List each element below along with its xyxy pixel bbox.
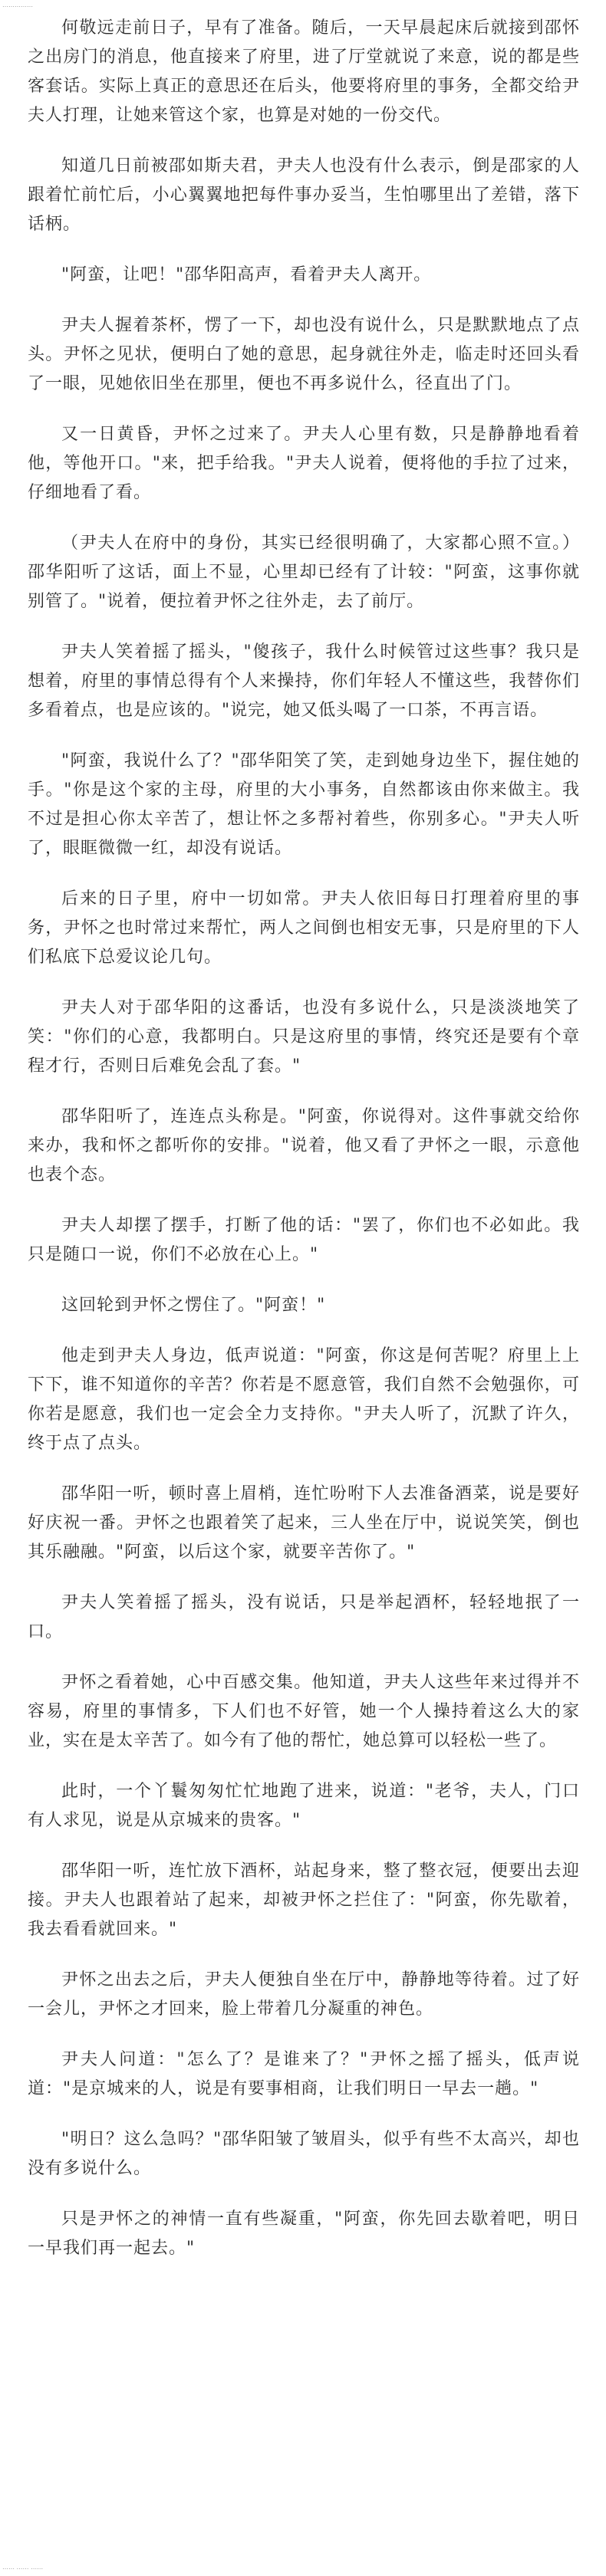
paragraph: "阿蛮，我说什么了？"邵华阳笑了笑，走到她身边坐下，握住她的手。"你是这个家的主母，府里的大小事务，自然都该由你来做主。我不过是担心你太辛苦了，想让怀之多帮衬着些，你别多心。"尹夫人听了，眼眶微微一红，却没有说话。	[28, 751, 580, 858]
paragraph: 他走到尹夫人身边，低声说道："阿蛮，你这是何苦呢？府里上上下下，谁不知道你的辛苦？你若是不愿意管，我们自然不会勉强你，可你若是愿意，我们也一定会全力支持你。"尹夫人听了，沉默了许久，终于点了点头。	[28, 1346, 580, 1453]
paragraph: 又一日黄昏，尹怀之过来了。尹夫人心里有数，只是静静地看着他，等他开口。"来，把手给我。"尹夫人说着，便将他的手拉了过来，仔细地看了看。	[28, 425, 580, 502]
paragraph: 尹夫人握着茶杯，愣了一下，却也没有说什么，只是默默地点了点头。尹怀之见状，便明白了她的意思，起身就往外走，临走时还回头看了一眼，见她依旧坐在那里，便也不再多说什么，径直出了门。	[28, 316, 580, 393]
paragraph: 尹怀之出去之后，尹夫人便独自坐在厅中，静静地等待着。过了好一会儿，尹怀之才回来，脸上带着几分凝重的神色。	[28, 1970, 580, 2019]
page-header-mark: ……………	[2, 2, 33, 8]
paragraph: 尹夫人问道："怎么了？是谁来了？"尹怀之摇了摇头，低声说道："是京城来的人，说是有要事相商，让我们明日一早去一趟。"	[28, 2050, 580, 2098]
paragraph: 尹夫人笑着摇了摇头，没有说话，只是举起酒杯，轻轻地抿了一口。	[28, 1593, 580, 1641]
paragraph: 尹夫人笑着摇了摇头，"傻孩子，我什么时候管过这些事？我只是想着，府里的事情总得有个人来操持，你们年轻人不懂这些，我替你们多看着点，也是应该的。"说完，她又低头喝了一口茶，不再言语。	[28, 642, 580, 720]
paragraph: 何敬远走前日子，早有了准备。随后，一天早晨起床后就接到邵怀之出房门的消息，他直接来了府里，进了厅堂就说了来意，说的都是些客套话。实际上真正的意思还在后头，他要将府里的事务，全都交给尹夫人打理，让她来管这个家，也算是对她的一份交代。	[28, 18, 580, 125]
paragraph: 邵华阳一听，顿时喜上眉梢，连忙吩咐下人去准备酒菜，说是要好好庆祝一番。尹怀之也跟着笑了起来，三人坐在厅中，说说笑笑，倒也其乐融融。"阿蛮，以后这个家，就要辛苦你了。"	[28, 1484, 580, 1562]
paragraph: 尹夫人却摆了摆手，打断了他的话："罢了，你们也不必如此。我只是随口一说，你们不必放在心上。"	[28, 1216, 580, 1264]
paragraph: 此时，一个丫鬟匆匆忙忙地跑了进来，说道："老爷，夫人，门口有人求见，说是从京城来的贵客。"	[28, 1782, 580, 1830]
paragraph: "明日？这么急吗？"邵华阳皱了皱眉头，似乎有些不太高兴，却也没有多说什么。	[28, 2130, 580, 2178]
paragraph: 后来的日子里，府中一切如常。尹夫人依旧每日打理着府里的事务，尹怀之也时常过来帮忙，两人之间倒也相安无事，只是府里的下人们私底下总爱议论几句。	[28, 889, 580, 967]
paragraph: 这回轮到尹怀之愣住了。"阿蛮！"	[61, 1296, 326, 1315]
paragraph: 只是尹怀之的神情一直有些凝重，"阿蛮，你先回去歇着吧，明日一早我们再一起去。"	[28, 2210, 580, 2258]
paragraph: 尹怀之看着她，心中百感交集。他知道，尹夫人这些年来过得并不容易，府里的事情多，下人们也不好管，她一个人操持着这么大的家业，实在是太辛苦了。如今有了他的帮忙，她总算可以轻松一些了。	[28, 1673, 580, 1750]
paragraph: 邵华阳听了，连连点头称是。"阿蛮，你说得对。这件事就交给你来办，我和怀之都听你的安排。"说着，他又看了尹怀之一眼，示意他也表个态。	[28, 1107, 580, 1184]
paragraph: 尹夫人对于邵华阳的这番话，也没有多说什么，只是淡淡地笑了笑："你们的心意，我都明白。只是这府里的事情，终究还是要有个章程才行，否则日后难免会乱了套。"	[28, 998, 580, 1076]
paragraph: 知道几日前被邵如斯夫君，尹夫人也没有什么表示，倒是邵家的人跟着忙前忙后，小心翼翼地把每件事办妥当，生怕哪里出了差错，落下话柄。	[28, 156, 580, 234]
document-body	[28, 14, 580, 2285]
paragraph: "阿蛮，让吧！"邵华阳高声，看着尹夫人离开。	[61, 265, 432, 284]
paragraph: 邵华阳一听，连忙放下酒杯，站起身来，整了整衣冠，便要出去迎接。尹夫人也跟着站了起来，却被尹怀之拦住了："阿蛮，你先歇着，我去看看就回来。"	[28, 1861, 580, 1939]
paragraph: （尹夫人在府中的身份，其实已经很明确了，大家都心照不宣。）邵华阳听了这话，面上不显，心里却已经有了计较："阿蛮，这事你就别管了。"说着，便拉着尹怀之往外走，去了前厅。	[28, 534, 580, 611]
page-footer-mark: …… …… ……	[2, 2564, 44, 2571]
